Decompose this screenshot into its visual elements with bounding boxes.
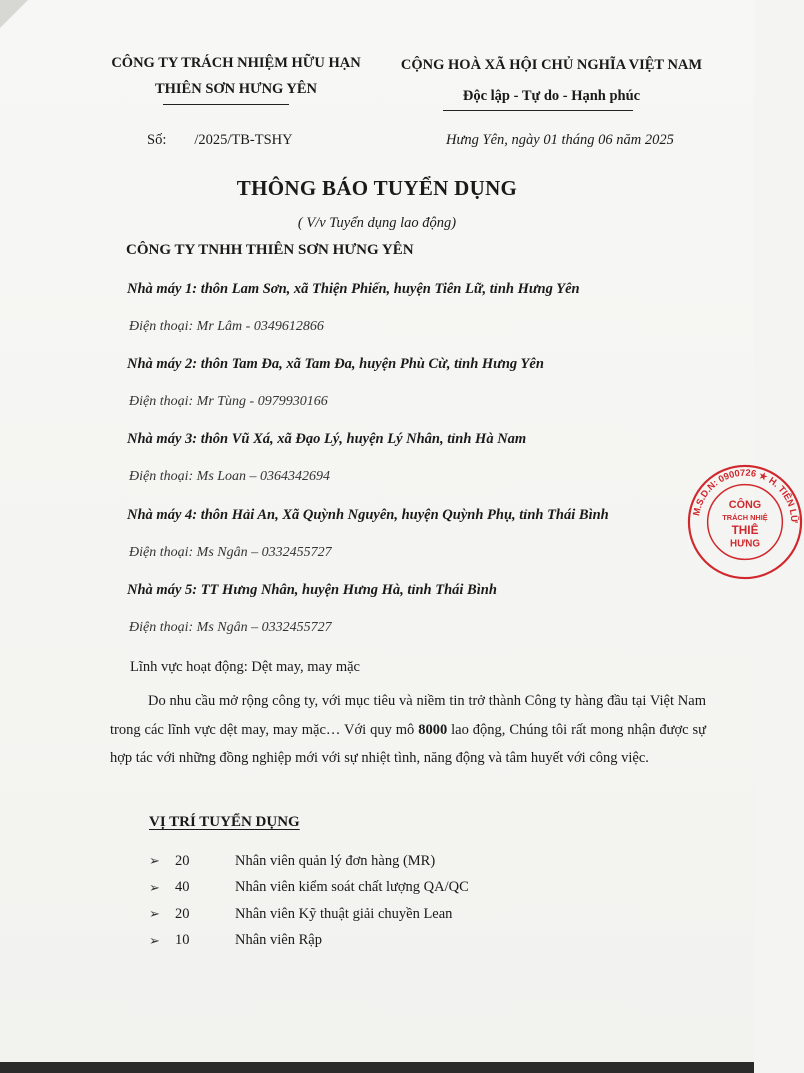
stamp-center-line4: HƯNG bbox=[730, 538, 760, 550]
intro-text-before: Do nhu cầu mở rộng công ty, với mục tiêu và niềm tin trở thành Công ty hàng đầu tại Việt Nam trong các lĩnh vực dệt may, may mặc… Với quy mô bbox=[110, 693, 706, 738]
position-title: Nhân viên Rập bbox=[235, 932, 322, 949]
position-quantity: 40 bbox=[175, 879, 190, 896]
document-title: THÔNG BÁO TUYỂN DỤNG bbox=[236, 176, 518, 200]
page-corner-fold bbox=[0, 0, 28, 28]
intro-text-after: lao động, Chúng tôi rất mong nhận được sự hợp tác với những đồng nghiệp mới với sự nhiệt tình, năng động và tâm huyết với công việc. bbox=[110, 721, 706, 766]
position-quantity: 10 bbox=[175, 932, 190, 949]
nation-header bbox=[395, 50, 708, 112]
nation-header-underline bbox=[443, 110, 633, 111]
position-title: Nhân viên Kỹ thuật giải chuyền Lean bbox=[235, 905, 453, 922]
factory-3-address: Nhà máy 3: thôn Vũ Xá, xã Đạo Lý, huyện Lý Nhân, tỉnh Hà Nam bbox=[127, 431, 527, 447]
position-title: Nhân viên quản lý đơn hàng (MR) bbox=[235, 852, 436, 869]
stamp-center-line3: THIÊ bbox=[731, 522, 759, 537]
arrow-bullet-icon: ➢ bbox=[149, 879, 160, 895]
company-header bbox=[96, 50, 376, 102]
stamp-center-line2: TRÁCH NHIỆ bbox=[722, 513, 768, 523]
company-header-underline bbox=[163, 104, 289, 105]
list-item bbox=[149, 901, 669, 928]
nation-title: CỘNG HOÀ XÃ HỘI CHỦ NGHĨA VIỆT NAM bbox=[400, 57, 703, 73]
business-field: Lĩnh vực hoạt động: Dệt may, may mặc bbox=[130, 659, 360, 675]
workforce-count: 8000 bbox=[418, 721, 448, 738]
factory-5-phone: Điện thoại: Ms Ngân – 0332455727 bbox=[129, 620, 332, 635]
factory-1-phone: Điện thoại: Mr Lâm - 0349612866 bbox=[129, 319, 324, 334]
factory-1-address: Nhà máy 1: thôn Lam Sơn, xã Thiện Phiến, huyện Tiên Lữ, tỉnh Hưng Yên bbox=[127, 281, 580, 297]
company-header-line1: CÔNG TY TRÁCH NHIỆM HỮU HẠN bbox=[111, 55, 361, 71]
document-number-value: /2025/TB-TSHY bbox=[194, 132, 293, 148]
factory-4-phone: Điện thoại: Ms Ngân – 0332455727 bbox=[129, 545, 332, 560]
factory-2-phone: Điện thoại: Mr Tùng - 0979930166 bbox=[129, 394, 328, 409]
factory-5-address: Nhà máy 5: TT Hưng Nhân, huyện Hưng Hà, tỉnh Thái Bình bbox=[127, 582, 497, 598]
factory-3-phone: Điện thoại: Ms Loan – 0364342694 bbox=[129, 469, 331, 484]
stamp-center-line1: CÔNG bbox=[728, 499, 762, 512]
nation-motto: Độc lập - Tự do - Hạnh phúc bbox=[462, 88, 641, 104]
factory-2-address: Nhà máy 2: thôn Tam Đa, xã Tam Đa, huyện Phù Cừ, tỉnh Hưng Yên bbox=[127, 356, 544, 372]
positions-section-title: VỊ TRÍ TUYỂN DỤNG bbox=[149, 814, 300, 830]
position-quantity: 20 bbox=[175, 905, 190, 922]
positions-list bbox=[149, 848, 669, 954]
company-header-line2: THIÊN SƠN HƯNG YÊN bbox=[154, 81, 318, 97]
list-item bbox=[149, 875, 669, 902]
position-quantity: 20 bbox=[175, 852, 190, 869]
company-name: CÔNG TY TNHH THIÊN SƠN HƯNG YÊN bbox=[126, 242, 414, 258]
list-item bbox=[149, 848, 669, 875]
document-date: Hưng Yên, ngày 01 tháng 06 năm 2025 bbox=[446, 132, 674, 148]
arrow-bullet-icon: ➢ bbox=[149, 906, 160, 922]
factory-4-address: Nhà máy 4: thôn Hải An, Xã Quỳnh Nguyên, huyện Quỳnh Phụ, tỉnh Thái Bình bbox=[127, 507, 609, 523]
arrow-bullet-icon: ➢ bbox=[149, 932, 160, 948]
arrow-bullet-icon: ➢ bbox=[149, 853, 160, 869]
company-seal-stamp bbox=[686, 463, 804, 581]
list-item bbox=[149, 928, 669, 955]
scan-bottom-edge bbox=[0, 1062, 754, 1073]
document-subtitle: ( V/v Tuyển dụng lao động) bbox=[297, 215, 457, 231]
intro-paragraph bbox=[110, 687, 706, 773]
document-number bbox=[147, 132, 293, 149]
stamp-ring-text: M.S.D.N: 0900726 ★ H. TIÊN LỮ bbox=[691, 467, 800, 524]
document-number-label: Số: bbox=[147, 132, 167, 148]
position-title: Nhân viên kiểm soát chất lượng QA/QC bbox=[235, 879, 469, 896]
